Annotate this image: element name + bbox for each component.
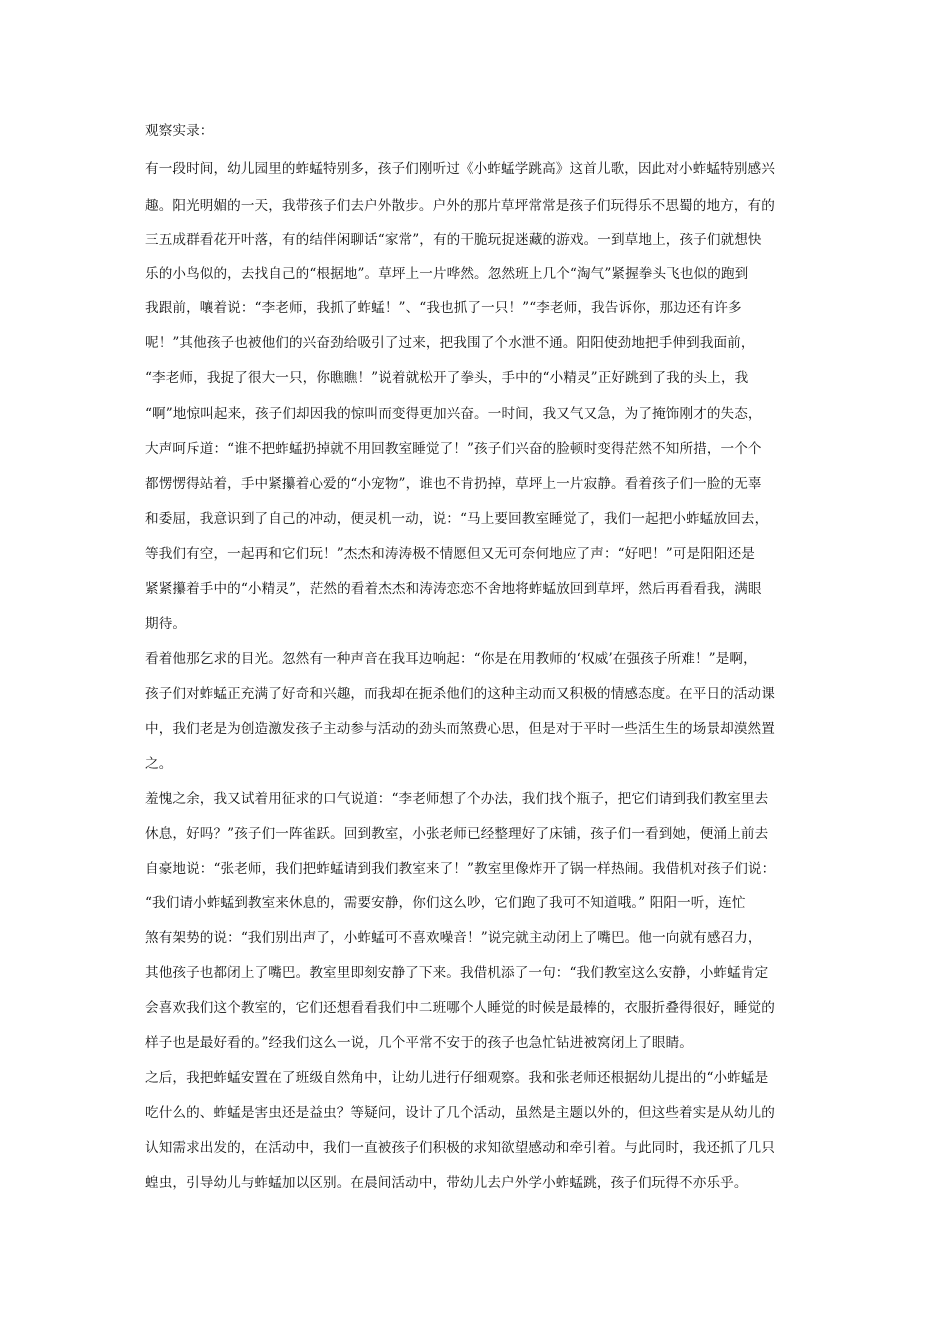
paragraph-1-line-9: 大声呵斥道：“谁不把蚱蜢扔掉就不用回教室睡觉了！”孩子们兴奋的脸顿时变得茫然不知所措，一个个 — [145, 441, 762, 457]
paragraph-1-line-2: 趣。阳光明媚的一天，我带孩子们去户外散步。户外的那片草坪常常是孩子们玩得乐不思蜀的地方，有的 — [145, 198, 775, 214]
paragraph-3-line-4: “我们请小蚱蜢到教室来休息的，需要安静，你们这么吵，它们跑了我可不知道哦。” 阳阳一听，连忙 — [145, 895, 746, 911]
paragraph-1-line-10: 都愣愣得站着，手中紧攥着心爱的“小宠物”，谁也不肯扔掉，草坪上一片寂静。看着孩子们一脸的无辜 — [145, 476, 762, 492]
paragraph-1-line-14: 期待。 — [145, 616, 187, 632]
paragraph-2-line-1: 看着他那乞求的目光。忽然有一种声音在我耳边响起：“你是在用教师的‘权威’在强孩子所难！”是啊， — [145, 651, 757, 667]
paragraph-4-line-3: 认知需求出发的，在活动中，我们一直被孩子们积极的求知欲望感动和牵引着。与此同时，我还抓了几只 — [145, 1140, 775, 1156]
paragraph-1-line-11: 和委屈，我意识到了自己的冲动，便灵机一动，说：“马上要回教室睡觉了，我们一起把小蚱蜢放回去， — [145, 511, 769, 527]
paragraph-3-line-2: 休息，好吗？”孩子们一阵雀跃。回到教室，小张老师已经整理好了床铺，孩子们一看到她，便涌上前去 — [145, 826, 769, 842]
paragraph-3-line-1: 羞愧之余，我又试着用征求的口气说道：“李老师想了个办法，我们找个瓶子，把它们请到我们教室里去 — [145, 791, 769, 807]
paragraph-1-line-1: 有一段时间，幼儿园里的蚱蜢特别多，孩子们刚听过《小蚱蜢学跳高》这首儿歌，因此对小蚱蜢特别感兴 — [145, 161, 775, 177]
paragraph-2-line-3: 中，我们老是为创造激发孩子主动参与活动的劲头而煞费心思，但是对于平时一些活生生的场景却漠然置 — [145, 721, 775, 737]
paragraph-3-line-3: 自豪地说：“张老师，我们把蚱蜢请到我们教室来了！”教室里像炸开了锅一样热闹。我借机对孩子们说： — [145, 861, 776, 877]
paragraph-4-line-2: 吃什么的、蚱蜢是害虫还是益虫？等疑问，设计了几个活动，虽然是主题以外的，但这些着实是从幼儿的 — [145, 1105, 775, 1121]
paragraph-4-line-4: 蝗虫，引导幼儿与蚱蜢加以区别。在晨间活动中，带幼儿去户外学小蚱蜢跳，孩子们玩得不亦乐乎。 — [145, 1175, 748, 1191]
paragraph-2-line-2: 孩子们对蚱蜢正充满了好奇和兴趣，而我却在扼杀他们的这种主动而又积极的情感态度。在平日的活动课 — [145, 686, 775, 702]
paragraph-3-line-8: 样子也是最好看的。”经我们这么一说，几个平常不安于的孩子也急忙钻进被窝闭上了眼睛。 — [145, 1035, 693, 1051]
paragraph-3-line-5: 煞有架势的说：“我们别出声了，小蚱蜢可不喜欢噪音！”说完就主动闭上了嘴巴。他一向就有感召力， — [145, 930, 762, 946]
paragraph-1-line-8: “啊”地惊叫起来，孩子们却因我的惊叫而变得更加兴奋。一时间，我又气又急，为了掩饰刚才的失态， — [145, 406, 762, 422]
paragraph-1-line-13: 紧紧攥着手中的“小精灵”，茫然的看着杰杰和涛涛恋恋不舍地将蚱蜢放回到草坪，然后再看看我，满眼 — [145, 581, 762, 597]
paragraph-1-line-4: 乐的小鸟似的，去找自己的“根据地”。草坪上一片哗然。忽然班上几个“淘气”紧握拳头飞也似的跑到 — [145, 266, 749, 282]
paragraph-1-line-6: 呢！”其他孩子也被他们的兴奋劲给吸引了过来，把我围了个水泄不通。阳阳使劲地把手伸到我面前， — [145, 335, 755, 351]
paragraph-1-line-3: 三五成群看花开叶落，有的结伴闲聊话“家常”，有的干脆玩捉迷藏的游戏。一到草地上，孩子们就想快 — [145, 232, 762, 248]
paragraph-1-line-12: 等我们有空，一起再和它们玩！”杰杰和涛涛极不情愿但又无可奈何地应了声：“好吧！”可是阳阳还是 — [145, 546, 755, 562]
paragraph-1-line-7: “李老师，我捉了很大一只，你瞧瞧！”说着就松开了拳头，手中的“小精灵”正好跳到了我的头上，我 — [145, 370, 749, 386]
paragraph-3-line-6: 其他孩子也都闭上了嘴巴。教室里即刻安静了下来。我借机添了一句：“我们教室这么安静，小蚱蜢肯定 — [145, 965, 769, 981]
paragraph-4-line-1: 之后，我把蚱蜢安置在了班级自然角中，让幼儿进行仔细观察。我和张老师还根据幼儿提出的“小蚱蜢是 — [145, 1070, 769, 1086]
paragraph-1-line-5: 我跟前，嚷着说：“李老师，我抓了蚱蜢！”、“我也抓了一只！”“李老师，我告诉你，那边还有许多 — [145, 300, 742, 316]
document-heading: 观察实录： — [145, 123, 214, 139]
paragraph-3-line-7: 会喜欢我们这个教室的，它们还想看看我们中二班哪个人睡觉的时候是最棒的，衣服折叠得很好，睡觉的 — [145, 1000, 775, 1016]
paragraph-2-line-4: 之。 — [145, 756, 173, 772]
